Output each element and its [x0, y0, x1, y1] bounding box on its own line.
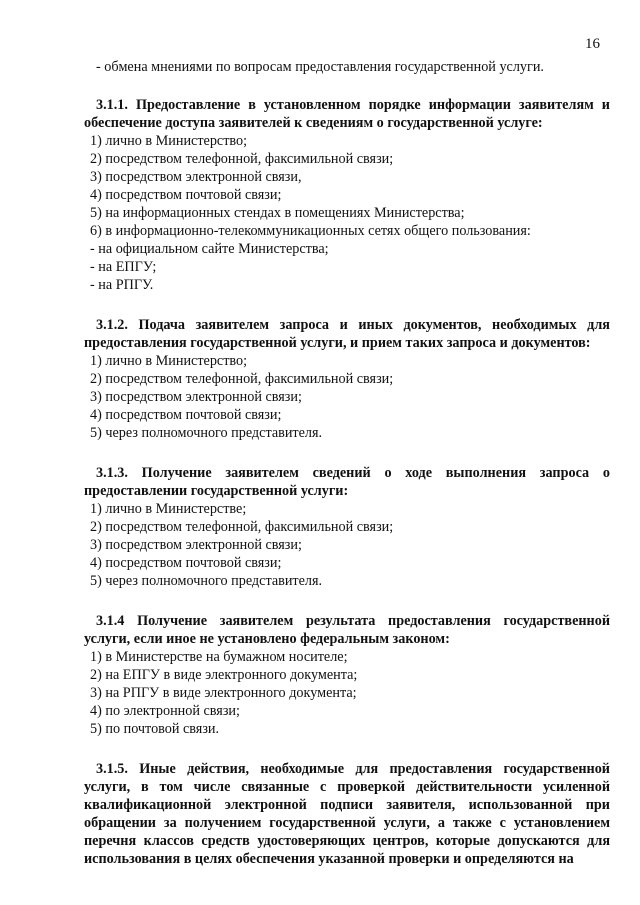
list-item: 5) через полномочного представителя. — [90, 573, 323, 589]
list-item: 2) на ЕПГУ в виде электронного документа; — [90, 667, 358, 683]
list-item: 4) посредством почтовой связи; — [90, 555, 282, 571]
list-item: 3) на РПГУ в виде электронного документа; — [90, 685, 357, 701]
list-item: 1) лично в Министерстве; — [90, 501, 247, 517]
list-subitem: - на РПГУ. — [90, 277, 154, 293]
section-heading: 3.1.3. Получение заявителем сведений о ходе выполнения запроса о предоставлении государственной услуги: — [84, 465, 610, 499]
list-item: 3) посредством электронной связи; — [90, 389, 302, 405]
list-item: 4) посредством почтовой связи; — [90, 407, 282, 423]
section-3-1-1 — [84, 96, 610, 294]
section-3-1-2 — [84, 316, 610, 442]
list-item: 4) посредством почтовой связи; — [90, 187, 282, 203]
section-3-1-5 — [84, 760, 610, 868]
list-item: 1) в Министерстве на бумажном носителе; — [90, 649, 348, 665]
section-3-1-4 — [84, 612, 610, 738]
section-3-1-3 — [84, 464, 610, 590]
list-item: 2) посредством телефонной, факсимильной связи; — [90, 519, 394, 535]
list-item: 2) посредством телефонной, факсимильной связи; — [90, 151, 394, 167]
list-item: 1) лично в Министерство; — [90, 353, 248, 369]
section-heading: 3.1.5. Иные действия, необходимые для предоставления государственной услуги, в том числе связанные с проверкой действительности усиленной квалификационной электронной подписи заявителя, использованной при обращении за получением государственной услуги, а также с установлением перечня классов средств удостоверяющих центров, которые допускаются для использования в целях обеспечения указанной проверки и определяются на — [84, 761, 610, 867]
list-item: 5) через полномочного представителя. — [90, 425, 323, 441]
list-item: 1) лично в Министерство; — [90, 133, 248, 149]
list-item: 3) посредством электронной связи; — [90, 537, 302, 553]
section-heading: 3.1.2. Подача заявителем запроса и иных документов, необходимых для предоставления государственной услуги, и прием таких запроса и документов: — [84, 317, 610, 351]
list-item: 3) посредством электронной связи, — [90, 169, 302, 185]
document-body — [84, 58, 610, 868]
list-subitem: - на ЕПГУ; — [90, 259, 157, 275]
list-item: 4) по электронной связи; — [90, 703, 240, 719]
list-item: 6) в информационно-телекоммуникационных сетях общего пользования: — [90, 223, 531, 239]
intro-line: - обмена мнениями по вопросам предоставления государственной услуги. — [96, 59, 544, 75]
page-number: 16 — [585, 36, 600, 52]
list-subitem: - на официальном сайте Министерства; — [90, 241, 329, 257]
list-item: 5) на информационных стендах в помещениях Министерства; — [90, 205, 465, 221]
section-heading: 3.1.4 Получение заявителем результата предоставления государственной услуги, если иное не установлено федеральным законом: — [84, 613, 610, 647]
list-item: 5) по почтовой связи. — [90, 721, 220, 737]
section-heading: 3.1.1. Предоставление в установленном порядке информации заявителям и обеспечение доступа заявителей к сведениям о государственной услуге: — [84, 97, 610, 131]
list-item: 2) посредством телефонной, факсимильной связи; — [90, 371, 394, 387]
